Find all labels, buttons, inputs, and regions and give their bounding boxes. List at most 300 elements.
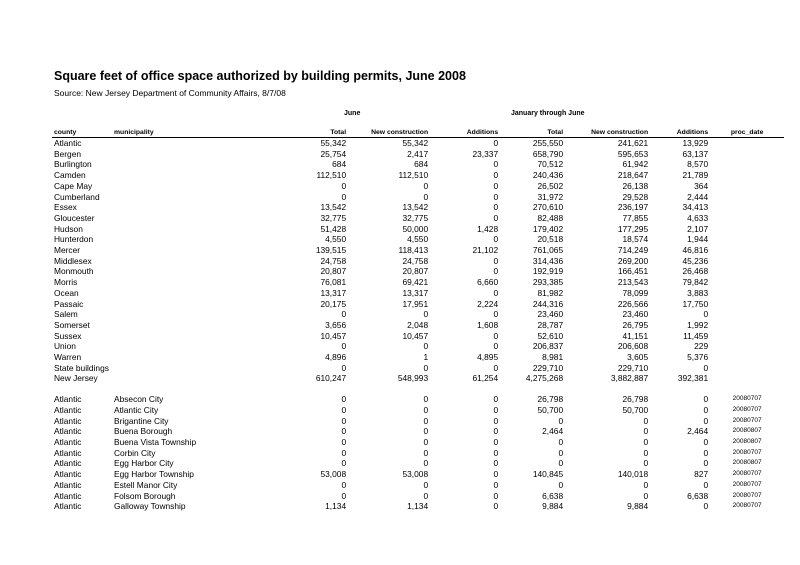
cell-municipality: Estell Manor City: [114, 479, 178, 490]
cell-municipality: Buena Vista Township: [114, 436, 197, 447]
cell-proc-date: [710, 320, 784, 331]
cell-june-new-construction: 53,008: [402, 469, 429, 480]
cell-june-additions: 23,337: [472, 148, 499, 159]
cell-county: Cape May: [54, 180, 93, 191]
county-row: [52, 309, 784, 320]
cell-ytd-additions: 2,464: [687, 426, 709, 437]
cell-june-additions: 0: [493, 309, 499, 320]
cell-county: Atlantic: [54, 138, 82, 148]
cell-june-new-construction: 10,457: [402, 330, 429, 341]
cell-ytd-additions: 2,107: [687, 223, 709, 234]
cell-ytd-total: 658,790: [532, 148, 564, 159]
cell-june-new-construction: 13,317: [402, 287, 429, 298]
cell-municipality: [112, 309, 198, 320]
cell-ytd-additions: 13,929: [682, 138, 709, 148]
cell-ytd-total: 28,787: [537, 319, 564, 330]
municipality-row: [52, 426, 784, 437]
cell-ytd-new-construction: 26,138: [622, 180, 649, 191]
cell-county: Burlington: [54, 159, 92, 170]
cell-june-total: 0: [341, 458, 347, 469]
cell-proc-date: [710, 256, 784, 267]
cell-county: Hunterdon: [54, 234, 94, 245]
cell-ytd-new-construction: 140,018: [617, 469, 649, 480]
cell-june-total: 53,008: [320, 469, 347, 480]
cell-county: Atlantic: [54, 479, 82, 490]
cell-county: Passaic: [54, 298, 84, 309]
cell-ytd-additions: 0: [703, 309, 709, 320]
cell-june-total: 0: [341, 479, 347, 490]
municipality-row: [52, 480, 784, 491]
cell-ytd-total: 2,464: [542, 426, 564, 437]
cell-proc-date: 20080707: [732, 395, 762, 403]
cell-ytd-total: 179,402: [532, 223, 564, 234]
report-title: Square feet of office space authorized by building permits, June 2008: [54, 69, 466, 83]
cell-ytd-additions: 46,816: [682, 245, 709, 256]
municipality-row: [52, 405, 784, 416]
permits-table: [52, 129, 784, 512]
cell-municipality: Galloway Township: [114, 501, 186, 512]
county-row: [52, 320, 784, 331]
cell-ytd-additions: 6,638: [687, 490, 709, 501]
cell-ytd-total: 0: [558, 415, 564, 426]
cell-june-additions: 0: [493, 138, 499, 148]
col-header-june-additions: Additions: [430, 129, 500, 138]
cell-june-additions: 0: [493, 447, 499, 458]
cell-june-total: 0: [341, 415, 347, 426]
municipality-row: [52, 469, 784, 480]
cell-municipality: Absecon City: [114, 394, 164, 405]
col-header-ytd-new-construction: New construction: [565, 129, 650, 138]
cell-june-new-construction: 0: [423, 191, 429, 202]
cell-ytd-total: 26,502: [537, 180, 564, 191]
county-row: [52, 213, 784, 224]
cell-proc-date: 20080707: [732, 480, 762, 488]
cell-proc-date: [710, 159, 784, 170]
cell-municipality: Egg Harbor Township: [114, 469, 194, 480]
cell-county: New Jersey: [54, 373, 98, 384]
cell-june-additions: 0: [493, 404, 499, 415]
county-row: [52, 192, 784, 203]
cell-county: Ocean: [54, 287, 79, 298]
cell-ytd-total: 270,610: [532, 202, 564, 213]
cell-ytd-additions: 0: [703, 394, 709, 405]
cell-municipality: [112, 277, 198, 288]
cell-june-additions: 0: [493, 170, 499, 181]
cell-ytd-total: 0: [558, 458, 564, 469]
cell-ytd-new-construction: 61,942: [622, 159, 649, 170]
cell-ytd-new-construction: 714,249: [617, 245, 649, 256]
cell-ytd-additions: 63,137: [682, 148, 709, 159]
cell-county: Essex: [54, 202, 77, 213]
cell-municipality: [112, 224, 198, 235]
cell-ytd-new-construction: 206,608: [617, 341, 649, 352]
cell-ytd-additions: 2,444: [687, 191, 709, 202]
county-row: [52, 170, 784, 181]
cell-june-total: 0: [341, 309, 347, 320]
county-row: [52, 234, 784, 245]
cell-ytd-additions: 26,468: [682, 266, 709, 277]
cell-ytd-total: 82,488: [537, 212, 564, 223]
cell-june-total: 0: [341, 191, 347, 202]
cell-proc-date: [710, 266, 784, 277]
cell-municipality: [112, 149, 198, 160]
cell-ytd-new-construction: 226,566: [617, 298, 649, 309]
county-row: [52, 277, 784, 288]
cell-june-new-construction: 0: [423, 404, 429, 415]
cell-county: Atlantic: [54, 426, 82, 437]
county-row: [52, 341, 784, 352]
county-row: [52, 138, 784, 149]
cell-municipality: [112, 299, 198, 310]
municipality-row: [52, 416, 784, 427]
cell-municipality: [112, 138, 198, 149]
cell-june-new-construction: 0: [423, 447, 429, 458]
cell-county: Morris: [54, 277, 78, 288]
cell-june-total: 4,550: [325, 234, 347, 245]
cell-ytd-new-construction: 595,653: [617, 148, 649, 159]
cell-municipality: [112, 256, 198, 267]
cell-ytd-new-construction: 0: [643, 447, 649, 458]
municipality-row: [52, 491, 784, 502]
cell-proc-date: 20080807: [732, 437, 762, 445]
cell-june-total: 684: [332, 159, 347, 170]
cell-county: Atlantic: [54, 501, 82, 512]
cell-june-total: 13,317: [320, 287, 347, 298]
cell-ytd-total: 0: [558, 447, 564, 458]
cell-ytd-additions: 1,992: [687, 319, 709, 330]
cell-june-total: 10,457: [320, 330, 347, 341]
cell-june-total: 51,428: [320, 223, 347, 234]
cell-june-additions: 0: [493, 501, 499, 512]
county-row: [52, 331, 784, 342]
municipality-row: [52, 501, 784, 512]
cell-ytd-additions: 45,236: [682, 255, 709, 266]
cell-municipality: [112, 352, 198, 363]
county-row: [52, 363, 784, 374]
cell-municipality: [112, 181, 198, 192]
cell-municipality: [112, 320, 198, 331]
cell-june-total: 4,896: [325, 352, 347, 363]
cell-municipality: Corbin City: [114, 447, 156, 458]
cell-june-new-construction: 0: [423, 394, 429, 405]
cell-june-total: 0: [341, 404, 347, 415]
cell-proc-date: 20080707: [732, 416, 762, 424]
cell-june-total: 0: [341, 394, 347, 405]
cell-municipality: [112, 341, 198, 352]
cell-june-new-construction: 0: [423, 490, 429, 501]
cell-june-additions: 0: [493, 202, 499, 213]
cell-june-total: 0: [341, 362, 347, 373]
cell-municipality: Brigantine City: [114, 415, 169, 426]
cell-june-new-construction: 548,993: [397, 373, 429, 384]
cell-ytd-additions: 0: [703, 404, 709, 415]
cell-june-new-construction: 24,758: [402, 255, 429, 266]
cell-ytd-new-construction: 213,543: [617, 277, 649, 288]
cell-ytd-new-construction: 0: [643, 426, 649, 437]
cell-june-additions: 61,254: [472, 373, 499, 384]
cell-june-total: 25,754: [320, 148, 347, 159]
cell-municipality: [112, 202, 198, 213]
cell-proc-date: 20080707: [732, 405, 762, 413]
cell-june-total: 55,342: [320, 138, 347, 148]
cell-ytd-new-construction: 177,295: [617, 223, 649, 234]
cell-june-new-construction: 0: [423, 436, 429, 447]
cell-ytd-total: 26,798: [537, 394, 564, 405]
cell-june-additions: 0: [493, 426, 499, 437]
cell-june-total: 3,656: [325, 319, 347, 330]
cell-proc-date: 20080807: [732, 459, 762, 467]
cell-county: Union: [54, 341, 76, 352]
col-header-proc-date: proc_date: [710, 129, 784, 138]
group-header-june: June: [344, 110, 361, 117]
cell-ytd-new-construction: 166,451: [617, 266, 649, 277]
cell-june-total: 1,134: [325, 501, 347, 512]
cell-ytd-total: 761,065: [532, 245, 564, 256]
cell-june-new-construction: 0: [423, 458, 429, 469]
cell-june-additions: 0: [493, 415, 499, 426]
cell-ytd-total: 140,845: [532, 469, 564, 480]
cell-ytd-additions: 0: [703, 501, 709, 512]
cell-june-new-construction: 0: [423, 180, 429, 191]
cell-june-additions: 0: [493, 255, 499, 266]
cell-proc-date: [710, 170, 784, 181]
cell-june-total: 0: [341, 180, 347, 191]
cell-municipality: [112, 288, 198, 299]
cell-june-new-construction: 55,342: [402, 138, 429, 148]
cell-ytd-total: 20,518: [537, 234, 564, 245]
cell-county: Bergen: [54, 148, 82, 159]
cell-ytd-additions: 21,789: [682, 170, 709, 181]
cell-ytd-total: 314,436: [532, 255, 564, 266]
table-header-row: [52, 129, 784, 138]
cell-june-new-construction: 1: [423, 352, 429, 363]
cell-june-additions: 0: [493, 341, 499, 352]
cell-county: Atlantic: [54, 490, 82, 501]
cell-june-new-construction: 0: [423, 426, 429, 437]
cell-ytd-new-construction: 26,798: [622, 394, 649, 405]
cell-ytd-additions: 8,570: [687, 159, 709, 170]
cell-june-new-construction: 69,421: [402, 277, 429, 288]
cell-june-additions: 0: [493, 479, 499, 490]
cell-ytd-additions: 392,381: [677, 373, 709, 384]
cell-ytd-total: 229,710: [532, 362, 564, 373]
cell-municipality: Atlantic City: [114, 404, 159, 415]
cell-county: Gloucester: [54, 212, 95, 223]
cell-ytd-new-construction: 18,574: [622, 234, 649, 245]
cell-municipality: [112, 331, 198, 342]
cell-proc-date: [710, 181, 784, 192]
cell-ytd-additions: 0: [703, 436, 709, 447]
cell-municipality: [112, 170, 198, 181]
cell-june-additions: 0: [493, 330, 499, 341]
cell-proc-date: [710, 331, 784, 342]
cell-proc-date: [710, 299, 784, 310]
cell-june-additions: 0: [493, 191, 499, 202]
cell-ytd-total: 31,972: [537, 191, 564, 202]
cell-june-additions: 0: [493, 458, 499, 469]
county-row: [52, 299, 784, 310]
cell-municipality: [112, 159, 198, 170]
cell-proc-date: [710, 373, 784, 384]
cell-county: Atlantic: [54, 415, 82, 426]
cell-ytd-new-construction: 229,710: [617, 362, 649, 373]
cell-june-total: 112,510: [316, 170, 347, 181]
cell-june-new-construction: 1,134: [407, 501, 429, 512]
cell-ytd-additions: 11,459: [683, 330, 709, 341]
cell-municipality: [112, 266, 198, 277]
cell-proc-date: 20080707: [732, 502, 762, 510]
cell-ytd-additions: 827: [694, 469, 709, 480]
cell-june-additions: 0: [493, 394, 499, 405]
cell-june-new-construction: 0: [423, 362, 429, 373]
cell-june-additions: 0: [493, 234, 499, 245]
cell-municipality: [112, 192, 198, 203]
municipality-row: [52, 448, 784, 459]
cell-ytd-total: 6,638: [542, 490, 564, 501]
cell-june-additions: 0: [493, 490, 499, 501]
cell-june-additions: 0: [493, 159, 499, 170]
cell-june-new-construction: 118,413: [398, 245, 429, 256]
col-header-june-total: Total: [198, 129, 348, 138]
cell-ytd-additions: 0: [703, 415, 709, 426]
cell-ytd-total: 9,884: [542, 501, 564, 512]
cell-june-additions: 1,608: [477, 319, 499, 330]
cell-county: Cumberland: [54, 191, 100, 202]
cell-county: Middlesex: [54, 255, 92, 266]
cell-ytd-additions: 34,413: [682, 202, 709, 213]
cell-june-new-construction: 2,417: [407, 148, 429, 159]
cell-proc-date: [710, 277, 784, 288]
county-row: [52, 373, 784, 384]
cell-county: Hudson: [54, 223, 83, 234]
cell-municipality: [112, 373, 198, 384]
cell-municipality: Folsom Borough: [114, 490, 176, 501]
cell-june-total: 0: [341, 490, 347, 501]
cell-proc-date: [710, 309, 784, 320]
cell-municipality: [112, 245, 198, 256]
cell-ytd-total: 206,837: [532, 341, 564, 352]
cell-ytd-new-construction: 41,151: [622, 330, 649, 341]
cell-county: Atlantic: [54, 394, 82, 405]
cell-june-additions: 0: [493, 469, 499, 480]
cell-proc-date: 20080707: [732, 448, 762, 456]
cell-proc-date: [710, 202, 784, 213]
cell-june-additions: 0: [493, 180, 499, 191]
cell-june-total: 13,542: [320, 202, 347, 213]
cell-june-total: 20,175: [320, 298, 347, 309]
cell-june-new-construction: 17,951: [402, 298, 429, 309]
cell-june-additions: 1,428: [477, 223, 499, 234]
cell-ytd-total: 50,700: [537, 404, 564, 415]
cell-ytd-additions: 1,944: [687, 234, 709, 245]
cell-proc-date: [710, 192, 784, 203]
cell-june-new-construction: 4,550: [407, 234, 429, 245]
col-header-ytd-additions: Additions: [650, 129, 710, 138]
cell-ytd-total: 293,385: [532, 277, 564, 288]
cell-ytd-total: 240,436: [532, 170, 564, 181]
cell-ytd-additions: 0: [703, 447, 709, 458]
cell-june-additions: 0: [493, 266, 499, 277]
municipality-row: [52, 458, 784, 469]
cell-ytd-additions: 3,883: [687, 287, 709, 298]
cell-ytd-new-construction: 29,528: [622, 191, 649, 202]
cell-ytd-total: 8,981: [542, 352, 564, 363]
cell-ytd-total: 23,460: [537, 309, 564, 320]
county-row: [52, 245, 784, 256]
cell-municipality: Egg Harbor City: [114, 458, 174, 469]
cell-county: Atlantic: [54, 447, 82, 458]
cell-ytd-additions: 0: [703, 479, 709, 490]
cell-june-total: 139,515: [315, 245, 347, 256]
cell-ytd-additions: 17,750: [682, 298, 709, 309]
cell-proc-date: [710, 213, 784, 224]
cell-ytd-new-construction: 0: [643, 458, 649, 469]
col-header-county: county: [52, 129, 112, 138]
cell-ytd-additions: 229: [694, 341, 709, 352]
col-header-municipality: municipality: [112, 129, 198, 138]
cell-ytd-new-construction: 218,647: [617, 170, 649, 181]
cell-municipality: [112, 213, 198, 224]
cell-municipality: [112, 234, 198, 245]
cell-county: Somerset: [54, 319, 90, 330]
cell-ytd-additions: 79,842: [682, 277, 709, 288]
cell-ytd-new-construction: 3,882,887: [610, 373, 649, 384]
cell-june-total: 32,775: [320, 212, 347, 223]
cell-ytd-new-construction: 0: [643, 436, 649, 447]
cell-ytd-new-construction: 26,795: [622, 319, 649, 330]
cell-county: Atlantic: [54, 404, 82, 415]
cell-county: Salem: [54, 309, 78, 320]
cell-june-additions: 0: [493, 212, 499, 223]
county-row: [52, 159, 784, 170]
cell-june-additions: 4,895: [477, 352, 499, 363]
cell-june-total: 0: [341, 436, 347, 447]
cell-ytd-total: 81,982: [537, 287, 564, 298]
cell-ytd-total: 70,512: [537, 159, 564, 170]
cell-county: Sussex: [54, 330, 82, 341]
cell-proc-date: [710, 149, 784, 160]
municipality-row: [52, 394, 784, 405]
cell-june-total: 0: [341, 447, 347, 458]
section-spacer: [52, 384, 784, 394]
cell-ytd-total: 255,550: [532, 138, 564, 148]
cell-ytd-total: 0: [558, 479, 564, 490]
cell-ytd-total: 0: [558, 436, 564, 447]
cell-ytd-new-construction: 241,621: [617, 138, 649, 148]
cell-june-new-construction: 0: [423, 415, 429, 426]
cell-county: State buildings: [54, 362, 109, 373]
cell-proc-date: 20080707: [732, 470, 762, 478]
county-row: [52, 224, 784, 235]
report-source: Source: New Jersey Department of Community Affairs, 8/7/08: [54, 88, 286, 98]
cell-ytd-new-construction: 3,605: [627, 352, 649, 363]
county-row: [52, 352, 784, 363]
cell-june-additions: 2,224: [477, 298, 499, 309]
cell-ytd-new-construction: 78,099: [622, 287, 649, 298]
cell-ytd-total: 244,316: [532, 298, 564, 309]
cell-proc-date: [710, 288, 784, 299]
cell-june-additions: 0: [493, 362, 499, 373]
cell-county: Mercer: [54, 245, 81, 256]
cell-june-total: 0: [341, 426, 347, 437]
col-header-june-new-construction: New construction: [348, 129, 430, 138]
cell-ytd-new-construction: 23,460: [622, 309, 649, 320]
cell-june-new-construction: 32,775: [402, 212, 429, 223]
cell-june-new-construction: 684: [414, 159, 429, 170]
cell-ytd-additions: 0: [703, 362, 709, 373]
cell-june-new-construction: 13,542: [402, 202, 429, 213]
cell-county: Atlantic: [54, 469, 82, 480]
